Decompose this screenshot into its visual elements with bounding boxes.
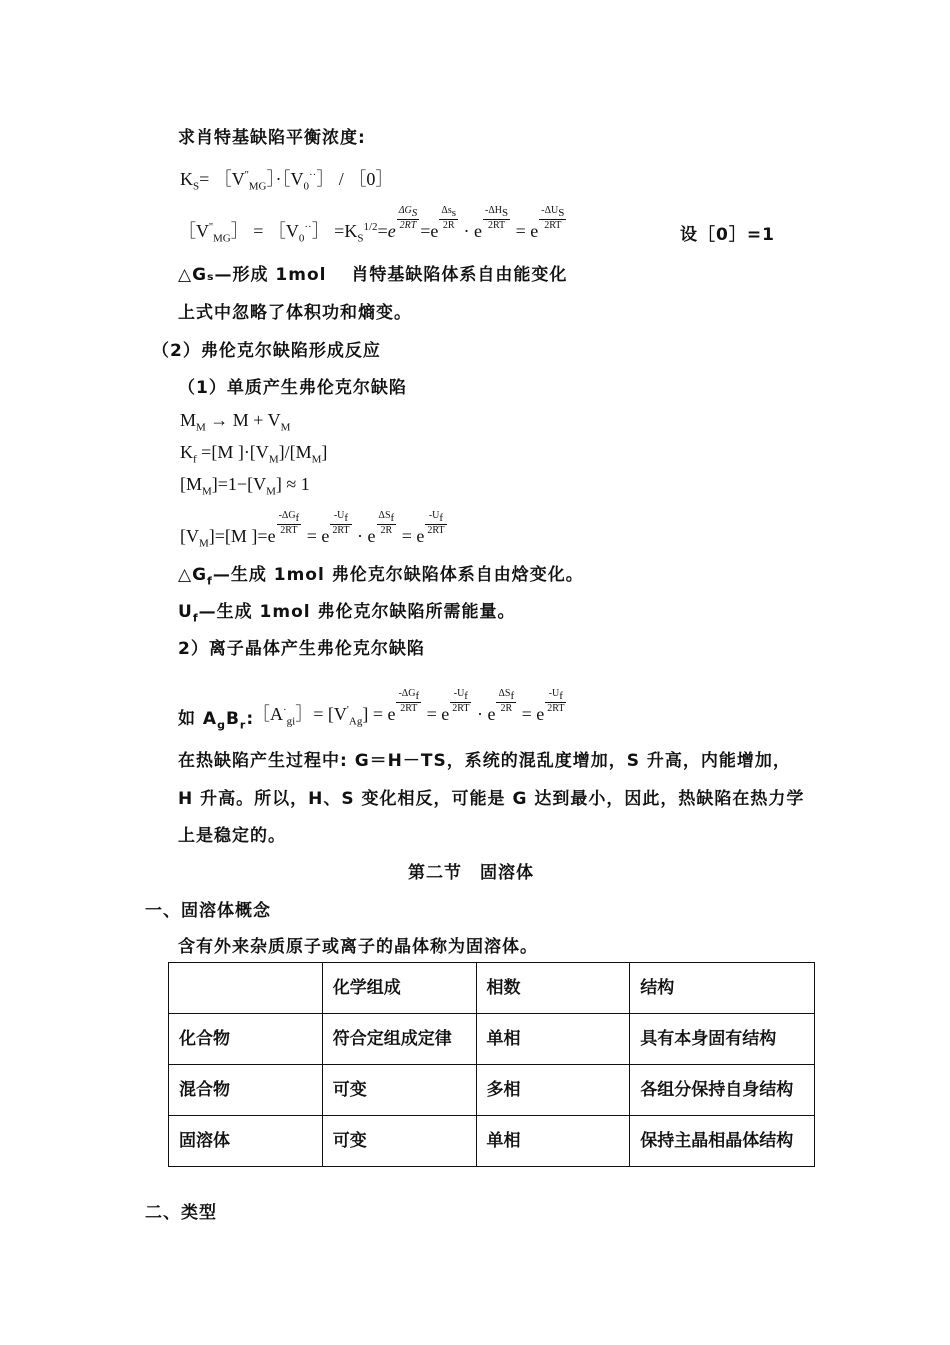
table-cell: 保持主晶相晶体结构 [630,1116,815,1167]
frenkel-reaction: $M_M \to M + V_M$ [180,410,291,434]
kf-equation: $K_f =[M$ ]$\cdot[V_M]/[M_M]$ [180,442,328,466]
table-cell: 可变 [322,1116,476,1167]
frenkel-heading: （2）弗伦克尔缺陷形成反应 [152,341,381,361]
delta-gf-definition: $\triangle G_f—$生成 1mol 弗伦克尔缺陷体系自由焓变化。 [178,565,584,588]
schottky-heading: 求肖特基缺陷平衡浓度: [178,128,366,148]
paragraph-line-3: 上是稳定的。 [178,826,286,846]
mm-equation: $[M_M]=1-[V_M] \approx 1$ [180,474,310,498]
agbr-label: 如 $A_gB_r$: [178,709,255,732]
table-cell: 单相 [476,1014,630,1065]
table-row [169,1065,815,1116]
table-row [169,1014,815,1065]
frenkel-subheading-2: 2）离子晶体产生弗伦克尔缺陷 [178,639,425,659]
section-title: 第二节 固溶体 [408,863,534,883]
comparison-table [168,962,815,1167]
table-cell: 可变 [322,1065,476,1116]
ks-equation: $K_S=$ $[V''_{MG}]\cdot[V_0^{\cdot\cdot}]$ / ［0］ [180,169,394,193]
concept-heading: 一、固溶体概念 [145,901,271,921]
table-cell: 固溶体 [169,1116,323,1167]
table-cell: 混合物 [169,1065,323,1116]
vm-equation: $[V_M]=[M$ ]=e $\frac{-\Delta G_f}{2RT}$ = e $\frac{-U_f}{2RT}$ · e $\frac{\Delta S_f}{2R}$ = e $\frac{-U_f}{2RT}$ [180,510,445,550]
types-heading: 二、类型 [145,1203,217,1223]
set-o-note: 设［0］=1 [680,225,775,245]
uf-definition: $U_f—$生成 1mol 弗伦克尔缺陷所需能量。 [178,602,516,625]
ionic-frenkel-equation: $[A^\cdot_{gi}]= [V'_{Ag}] = e$ $\frac{-\Delta G_f}{2RT}$ = e $\frac{-U_f}{2RT}$ · e $\frac{\Delta S_f}{2R}$ = e $\frac{-U_f}{2RT}$ [252,688,565,728]
table-header-cell: 结构 [630,963,815,1014]
solid-solution-definition: 含有外来杂质原子或离子的晶体称为固溶体。 [178,937,538,957]
paragraph-line-1: 在热缺陷产生过程中: G＝H－TS，系统的混乱度增加，S 升高，内能增加， [178,751,791,771]
table-cell: 多相 [476,1065,630,1116]
table-cell: 化合物 [169,1014,323,1065]
table-header-row [169,963,815,1014]
table-cell: 符合定组成定律 [322,1014,476,1065]
table-row [169,1116,815,1167]
vmg-equation: $[V''_{MG}]$ = $[V_0^{\cdot\cdot}] =K_S^{1/2}=e$ $\frac{\Delta G_S}{2RT}$ =e $\frac{\Delta s_s}{2R}$ · e $\frac{-\Delta H_S}{2RT}$ = e $\frac{-\Delta U_S}{2RT}$ [178,205,565,245]
table-header-cell [169,963,323,1014]
frenkel-subheading-1: （1）单质产生弗伦克尔缺陷 [178,378,407,398]
table-header-cell: 化学组成 [322,963,476,1014]
table-cell: 具有本身固有结构 [630,1014,815,1065]
delta-gs-definition: △Gₛ—形成 1mol 肖特基缺陷体系自由能变化 [178,265,568,285]
table-cell: 各组分保持自身结构 [630,1065,815,1116]
table-header-cell: 相数 [476,963,630,1014]
ignore-note: 上式中忽略了体积功和熵变。 [178,303,412,323]
table-cell: 单相 [476,1116,630,1167]
paragraph-line-2: H 升高。所以，H、S 变化相反，可能是 G 达到最小，因此，热缺陷在热力学 [178,789,805,809]
